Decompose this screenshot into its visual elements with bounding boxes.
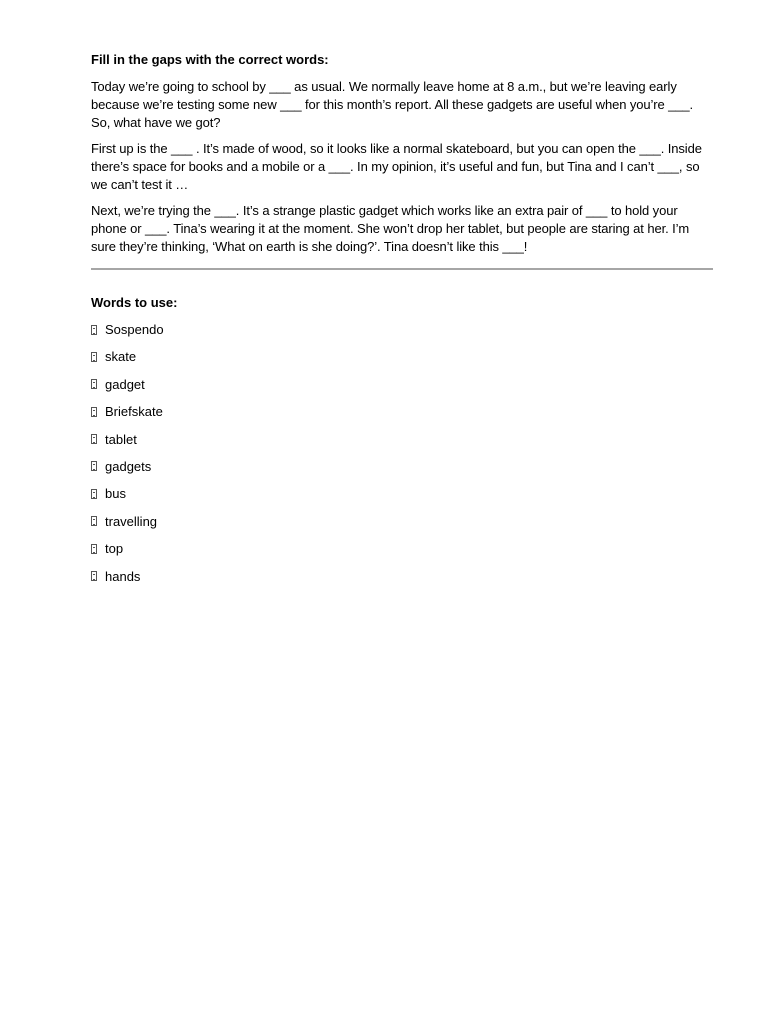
word-label: Briefskate — [105, 404, 163, 420]
list-item — [91, 403, 713, 420]
list-item — [91, 458, 713, 475]
bullet-icon — [91, 407, 97, 417]
word-label: gadget — [105, 376, 145, 392]
bullet-icon — [91, 544, 97, 554]
words-heading: Words to use: — [91, 295, 178, 310]
word-label: travelling — [105, 513, 158, 529]
paragraph-2: First up is the ___ . It’s made of wood, so it looks like a normal skateboard, but you can open the ___. Inside there’s space for books and a mobile or a ___. In my opinion, it’s useful and fun, but Tina and I can’t ___, so we can’t test it … — [91, 141, 702, 192]
list-item — [91, 485, 713, 502]
list-item — [91, 540, 713, 557]
bullet-icon — [91, 461, 97, 471]
list-item — [91, 376, 713, 393]
word-label: gadgets — [105, 458, 152, 474]
word-list — [91, 321, 713, 585]
bullet-icon — [91, 352, 97, 362]
word-label: skate — [105, 349, 137, 365]
list-item — [91, 321, 713, 338]
word-label: bus — [105, 486, 126, 502]
word-label: tablet — [105, 431, 137, 447]
list-item — [91, 431, 713, 448]
bullet-icon — [91, 325, 97, 335]
word-label: top — [105, 541, 124, 557]
paragraph-1: Today we’re going to school by ___ as usual. We normally leave home at 8 a.m., but we’re leaving early because we’re testing some new ___ for this month’s report. All these gadgets are useful when you’re ___. So, what have we got? — [91, 79, 694, 130]
worksheet — [91, 51, 713, 595]
list-item — [91, 568, 713, 585]
bullet-icon — [91, 516, 97, 526]
bullet-icon — [91, 571, 97, 581]
horizontal-divider — [91, 268, 713, 270]
bullet-icon — [91, 489, 97, 499]
word-label: Sospendo — [105, 322, 164, 337]
list-item — [91, 348, 713, 365]
bullet-icon — [91, 434, 97, 444]
bullet-icon — [91, 379, 97, 389]
instructions-heading: Fill in the gaps with the correct words: — [91, 52, 329, 67]
list-item — [91, 513, 713, 530]
paragraph-3: Next, we’re trying the ___. It’s a strange plastic gadget which works like an extra pair of ___ to hold your phone or ___. Tina’s wearing it at the moment. She won’t drop her tablet, but people are staring at her. I’m sure they’re thinking, ‘What on earth is she doing?’. Tina doesn’t like this ___! — [91, 203, 690, 254]
word-label: hands — [105, 568, 141, 584]
